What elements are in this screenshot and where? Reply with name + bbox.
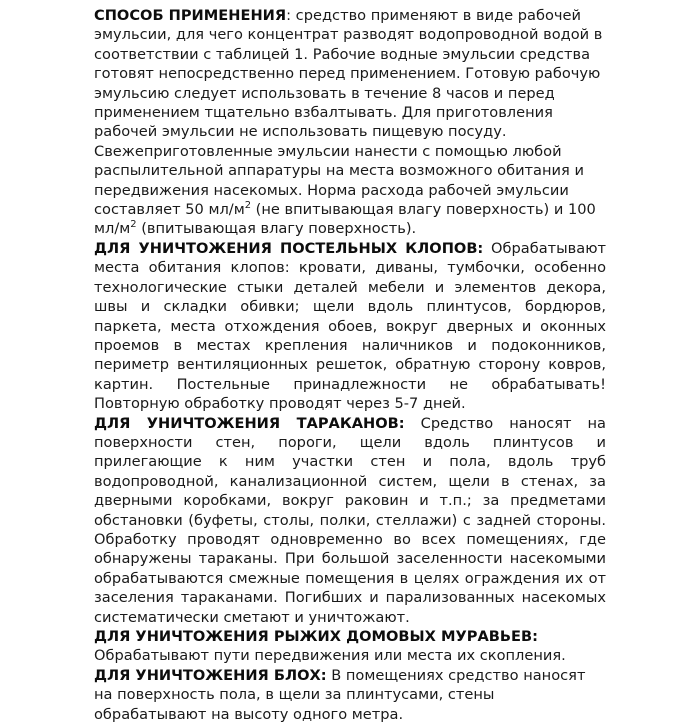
paragraph-red-house-ants: Обрабатывают пути передвижения или места их скопления. xyxy=(94,647,566,665)
paragraph-fleas xyxy=(94,666,606,724)
body-text-fleas: В помещениях средство наносят на поверхность пола, в щели за плинтусами, стены обрабатывают на высоту одного метра. xyxy=(94,666,586,723)
section-bedbugs xyxy=(94,239,606,414)
section-application-method xyxy=(94,6,606,239)
section-cockroaches xyxy=(94,414,606,627)
document-body xyxy=(94,6,606,723)
section-fleas xyxy=(94,666,606,724)
section-heading-red-house-ants: ДЛЯ УНИЧТОЖЕНИЯ РЫЖИХ ДОМОВЫХ МУРАВЬЕВ: xyxy=(94,628,538,645)
heading-separator: : xyxy=(286,7,292,24)
body-text-cockroaches: Средство наносят на поверхности стен, пороги, щели вдоль плинтусов и прилегающие к ним участки стен и пола, вдоль труб водопроводной, канализационной систем, щели в стенах, за дверными коробками, вокруг раковин и т.п.; за предметами обстановки (буфеты, столы, полки, стеллажи) с задней стороны. Обработку проводят одновременно во всех помещениях, где обнаружены тараканы. При большой заселенности насекомыми обрабатываются смежные помещения в целях ограждения их от заселения тараканами. Погибших и парализованных насекомых систематически сметают и уничтожают. xyxy=(94,414,606,626)
section-red-house-ants xyxy=(94,627,606,666)
body-text-part-3: (впитывающая влагу поверхность). xyxy=(136,220,417,238)
section-heading-bedbugs: ДЛЯ УНИЧТОЖЕНИЯ ПОСТЕЛЬНЫХ КЛОПОВ: xyxy=(94,239,484,257)
superscript-square-meter-2: 2 xyxy=(130,219,137,231)
body-text-part-2: (не впитывающая влагу поверхность) и 100 мл/м xyxy=(94,201,596,238)
section-heading-application-method: СПОСОБ ПРИМЕНЕНИЯ xyxy=(94,7,287,24)
body-text-part-1: средство применяют в виде рабочей эмульсии, для чего концентрат разводят водопроводной водой в соответствии с таблицей 1. Рабочие водные эмульсии средства готовят непосредственно перед применением. Готовую рабочую эмульсию следует использовать в течение 8 часов и перед применением тщательно взбалтывать. Для приготовления рабочей эмульсии не использовать пищевую посуду. Свежеприготовленные эмульсии нанести с помощью любой распылительной аппаратуры на места возможного обитания и передвижения насекомых. Норма расхода рабочей эмульсии составляет 50 мл/м xyxy=(94,7,603,219)
section-heading-cockroaches: ДЛЯ УНИЧТОЖЕНИЯ ТАРАКАНОВ: xyxy=(94,414,405,432)
paragraph-application-method xyxy=(94,6,606,239)
superscript-square-meter-1: 2 xyxy=(244,200,252,212)
body-text-bedbugs: Обрабатывают места обитания клопов: кровати, диваны, тумбочки, особенно технологические стыки деталей мебели и элементов декора, швы и складки обивки; щели вдоль плинтусов, бордюров, паркета, места отхождения обоев, вокруг дверных и оконных проемов в местах крепления наличников и подоконников, периметр вентиляционных решеток, обратную сторону ковров, картин. Постельные принадлежности не обрабатывать! Повторную обработку проводят через 5-7 дней. xyxy=(94,239,606,413)
paragraph-bedbugs xyxy=(94,239,606,414)
paragraph-cockroaches xyxy=(94,414,606,627)
section-heading-fleas: ДЛЯ УНИЧТОЖЕНИЯ БЛОХ: xyxy=(94,666,327,684)
